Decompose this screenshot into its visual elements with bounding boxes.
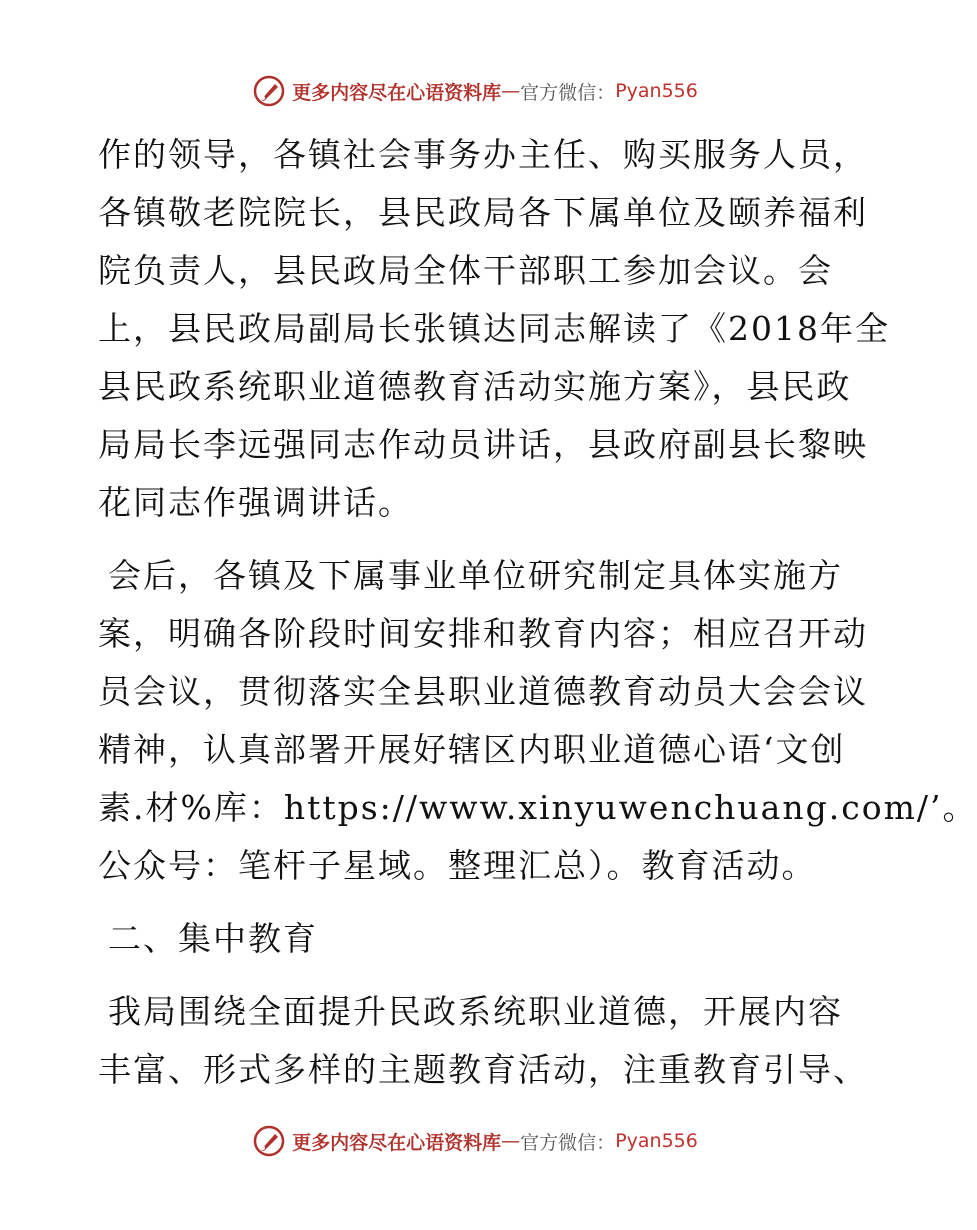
text-line: 作的领导，各镇社会事务办主任、购买服务人员，: [98, 135, 868, 174]
text-line: 精神，认真部署开展好辖区内职业道德心语‘文创: [98, 730, 846, 769]
section-heading: [98, 910, 868, 968]
watermark-label: 官方微信：: [520, 1131, 616, 1154]
watermark-text-group: [292, 78, 698, 105]
text-line: 局局长李远强同志作动员讲话，县政府副县长黎映: [98, 425, 868, 464]
watermark-separator: —: [501, 1130, 521, 1152]
footer-watermark: [0, 1124, 950, 1158]
header-watermark: [0, 74, 950, 108]
text-line: 案，明确各阶段时间安排和教育内容；相应召开动: [98, 614, 868, 653]
paragraph: [98, 983, 868, 1099]
text-line: 各镇敬老院院长，县民政局各下属单位及颐养福利: [98, 193, 868, 232]
text-line: 县民政系统职业道德教育活动实施方案》，县民政: [98, 367, 852, 406]
text-line: 丰富、形式多样的主题教育活动，注重教育引导、: [98, 1050, 868, 1089]
text-line: 上，县民政局副局长张镇达同志解读了《2018年全: [98, 309, 890, 348]
quill-nib-icon: [252, 74, 286, 108]
heading-text: 二、集中教育: [108, 919, 318, 958]
quill-nib-icon: [252, 1124, 286, 1158]
text-line: 员会议，贯彻落实全县职业道德教育动员大会会议: [98, 672, 868, 711]
text-line: 会后，各镇及下属事业单位研究制定具体实施方: [108, 556, 843, 595]
watermark-text-group: [292, 1128, 698, 1155]
watermark-wechat-id: Pyan556: [615, 80, 698, 102]
watermark-separator: —: [501, 80, 521, 102]
watermark-slogan: 更多内容尽在心语资料库: [292, 1131, 502, 1154]
watermark-slogan: 更多内容尽在心语资料库: [292, 81, 502, 104]
paragraph: [98, 547, 977, 895]
text-line: 花同志作强调讲话。: [98, 483, 413, 522]
watermark-label: 官方微信：: [520, 81, 616, 104]
text-line: 我局围绕全面提升民政系统职业道德，开展内容: [108, 992, 843, 1031]
text-line: 公众号：笔杆子星域。整理汇总）。教育活动。: [98, 846, 817, 885]
document-body: [98, 126, 977, 1099]
text-line: 院负责人，县民政局全体干部职工参加会议。会: [98, 251, 833, 290]
text-line: 素.材%库：https://www.xinyuwenchuang.com/’。: [98, 788, 977, 827]
watermark-wechat-id: Pyan556: [615, 1130, 698, 1152]
paragraph: [98, 126, 890, 532]
